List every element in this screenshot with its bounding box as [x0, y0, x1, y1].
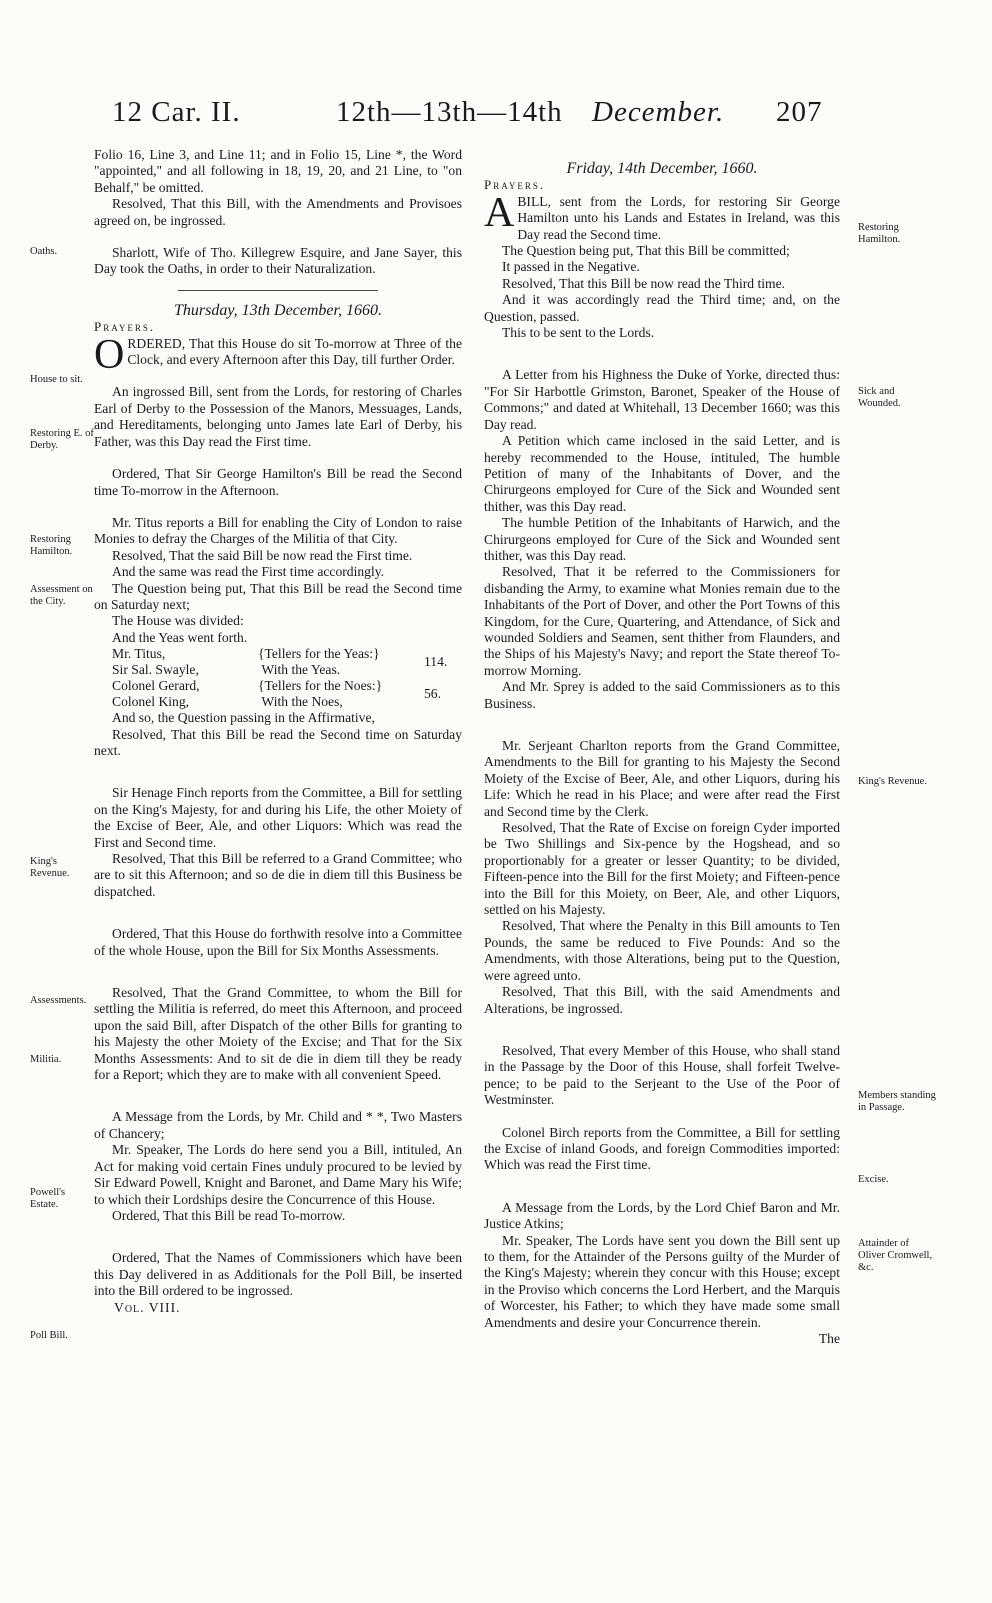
sidenote: Militia. [30, 1054, 62, 1065]
paragraph: The Question being put, That this Bill be committed; [502, 243, 790, 259]
paragraph: A Message from the Lords, by Mr. Child and * *, Two Masters of Chancery; [94, 1109, 462, 1141]
paragraph: The Question being put, That this Bill be read the Second time on Saturday next; [94, 580, 462, 612]
paragraph: Resolved, That this Bill be now read the Third time. [502, 275, 786, 291]
paragraph: The humble Petition of the Inhabitants of Harwich, and the Chirurgeons employed for Cure of the Sick and Wounded sent thither, was this Day read. [484, 515, 840, 563]
paragraph: Ordered, That Sir George Hamilton's Bill be read the Second time To-morrow in the Afternoon. [94, 466, 462, 498]
paragraph: Sir Henage Finch reports from the Committee, a Bill for settling on the King's Majesty, for and during his Life, the other Moiety of the Excise of Beer, Ale, and other Liquors: Which was read the First and Second time. [94, 785, 462, 850]
paragraph: Folio 16, Line 3, and Line 11; and in Folio 15, Line *, the Word "appointed," and all following in 18, 19, 20, and 21 Line, to "on Behalf," be omitted. [94, 147, 462, 195]
header-month: December. [592, 96, 725, 128]
paragraph: Colonel Birch reports from the Committee, a Bill for settling the Excise of inland Goods, and foreign Commodities imported: Which was read the First time. [484, 1124, 840, 1173]
paragraph: Mr. Speaker, The Lords do here send you a Bill, intituled, An Act for making void certain Fines unduly procured to be levied by Sir Edward Powell, Knight and Baronet, and Dame Mary his Wife; to which their Lordships desire the Concurrence of this House. [94, 1142, 462, 1207]
paragraph: It passed in the Negative. [502, 259, 640, 275]
paragraph: Ordered, That this Bill be read To-morrow. [112, 1207, 346, 1223]
catchword: The [818, 1331, 840, 1346]
paragraph: And Mr. Sprey is added to the said Commissioners as to this Business. [484, 679, 840, 711]
paragraph: Resolved, That this Bill, with the Amendments and Provisoes agreed on, be ingrossed. [94, 196, 462, 228]
paragraph: Resolved, That the Rate of Excise on foreign Cyder imported be Two Shillings and Six-pence by the Hogshead, and so proportionably for a greater or lesser Quantity; to be divided, Fifteen-pence into the Bill for the first Moiety; and Fifteen-pence into the Bill for this Moiety, on Beer, Ale, and other Liquors, settled on his Majesty. [484, 820, 840, 918]
paragraph: Resolved, That where the Penalty in this Bill amounts to Ten Pounds, the same be reduced to Five Pounds: And so the Amendments, with those Alterations, being put to the Question, were agreed unto. [484, 918, 840, 983]
section-divider [178, 290, 378, 291]
prayers-heading: Prayers. [94, 319, 156, 335]
paragraph: Mr. Speaker, The Lords have sent you down the Bill sent up to them, for the Attainder of the Persons guilty of the Murder of the King's Majesty; wherein they concur with this House; except in the Proviso which concerns the Lord Herbert, and the Marquis of Worcester, his Father; to which they have made some small Amendments and desire your Concurrence therein. [484, 1232, 840, 1330]
noes-count: 56. [424, 686, 441, 702]
paragraph: Resolved, That the said Bill be now read the First time. [112, 547, 413, 563]
section-date: Friday, 14th December, 1660. [566, 160, 758, 177]
sidenote: Poll Bill. [30, 1330, 68, 1341]
paragraph: Ordered, That this House do forthwith resolve into a Committee of the whole House, upon the Bill for Six Months Assessments. [94, 926, 462, 958]
paragraph: And the same was read the First time accordingly. [112, 564, 385, 580]
paragraph: This to be sent to the Lords. [502, 325, 655, 341]
sidenote: Excise. [858, 1174, 889, 1185]
paragraph: Resolved, That every Member of this House, who shall stand in the Passage by the Door of this House, shall forfeit Twelve-pence; to be paid to the Serjeant to the Use of the Poor of Westminster. [484, 1042, 840, 1108]
yeas-count: 114. [424, 654, 448, 670]
sidenote: Oaths. [30, 246, 58, 257]
sidenote: King's Revenue. [858, 776, 927, 787]
header-dates: 12th—13th—14th [336, 96, 563, 128]
sidenote: Restoring Hamilton. [858, 222, 901, 245]
page-number: 207 [776, 96, 823, 128]
sidenote: Sick and Wounded. [858, 386, 901, 409]
paragraph: A Petition which came inclosed in the said Letter, and is hereby recommended to the House, intituled, The humble Petition of many of the Inhabitants of Dover, and the Chirurgeons employed for Cure of the Sick and Wounded sent thither, was this Day read. [484, 433, 840, 514]
page-header [0, 96, 992, 146]
signature-mark: Vol. VIII. [114, 1299, 181, 1315]
regnal-year: 12 Car. II. [112, 96, 241, 128]
sidenote: Attainder of Oliver Cromwell, &c. [858, 1238, 933, 1273]
paragraph: ORDERED, That this House do sit To-morrow at Three of the Clock, and every Afternoon after this Day, till further Order. [94, 331, 462, 378]
paragraph: Mr. Titus reports a Bill for enabling the City of London to raise Monies to defray the Charges of the Militia of that City. [94, 514, 462, 547]
sidenote: Assessments. [30, 995, 87, 1006]
paragraph: A Message from the Lords, by the Lord Chief Baron and Mr. Justice Atkins; [484, 1199, 840, 1232]
paragraph: The House was divided: [112, 613, 244, 629]
sidenote: House to sit. [30, 374, 83, 385]
paragraph: Resolved, That this Bill, with the said Amendments and Alterations, be ingrossed. [484, 984, 840, 1016]
paragraph: And so, the Question passing in the Affirmative, [112, 710, 375, 726]
paragraph: And it was accordingly read the Third time; and, on the Question, passed. [484, 292, 840, 324]
division-tellers: Mr. Titus, {Tellers for the Yeas:} 114. Sir Sal. Swayle, With the Yeas. Colonel Gerard, {Tellers for the Noes:} 56. Colonel King, With the Noes, [112, 646, 448, 710]
sidenote: Powell's Estate. [30, 1187, 66, 1210]
paragraph: Resolved, That this Bill be read the Second time on Saturday next. [94, 726, 462, 758]
paragraph: Mr. Serjeant Charlton reports from the Grand Committee, Amendments to the Bill for granting to his Majesty the Second Moiety of the Excise of Beer, Ale, and other Liquors, during his Life: Which he read in his Place; and were after read the First and Second time by the Clerk. [484, 738, 840, 819]
paragraph: Resolved, That it be referred to the Commissioners for disbanding the Army, to examine what Monies remain due to the Inhabitants of the Port of Dover, and other the Port Towns of this Kingdom, for the Cure, Quartering, and Attendance, of Sick and wounded Soldiers and Seamen, sent thither from Flaunders, and the Ships of his Majesty's Navy; and report the State thereof To-morrow Morning. [484, 564, 840, 678]
prayers-heading: Prayers. [484, 177, 546, 193]
drop-cap: O [94, 331, 125, 378]
sidenote: Assessment on the City. [30, 584, 93, 607]
sidenote: King's Revenue. [30, 856, 70, 879]
paragraph: And the Yeas went forth. [112, 629, 248, 645]
right-column [484, 147, 840, 1347]
drop-cap: A [484, 189, 515, 236]
section-date: Thursday, 13th December, 1660. [174, 301, 382, 319]
paragraph: Ordered, That the Names of Commissioners which have been this Day delivered in as Additionals for the Poll Bill, be inserted into the Bill ordered to be ingrossed. [94, 1250, 462, 1299]
sidenote: Restoring E. of Derby. [30, 428, 94, 451]
paragraph: An ingrossed Bill, sent from the Lords, for restoring of Charles Earl of Derby to the Possession of the Manors, Messuages, Lands, and Hereditaments, belonging unto James late Earl of Derby, his Father, was this Day read the First time. [94, 384, 462, 449]
paragraph: Sharlott, Wife of Tho. Killegrew Esquire, and Jane Sayer, this Day took the Oaths, in order to their Naturalization. [94, 245, 462, 277]
sidenote: Members standing in Passage. [858, 1090, 936, 1113]
sidenote: Restoring Hamilton. [30, 534, 73, 557]
paragraph: Resolved, That this Bill be referred to a Grand Committee; who are to sit this Afternoon; and so de die in diem till this Business be dispatched. [94, 851, 462, 899]
left-column [94, 147, 462, 1316]
paragraph: Resolved, That the Grand Committee, to whom the Bill for settling the Militia is referred, do meet this Afternoon, and proceed upon the said Bill, after Dispatch of the other Bills for granting to his Majesty the other Moiety of the Excise; and That for the Six Months Assessments: And to sit de die in diem till they be ready for a Report; which they are to make with all convenient Speed. [94, 985, 462, 1083]
paragraph: ABILL, sent from the Lords, for restoring Sir George Hamilton unto his Lands and Estates in Ireland, was this Day read the Second time. [484, 189, 840, 242]
paragraph: A Letter from his Highness the Duke of Yorke, directed thus: "For Sir Harbottle Grimston, Baronet, Speaker of the House of Commons;" and dated at Whitehall, 13 December 1660; was this Day read. [484, 367, 840, 432]
